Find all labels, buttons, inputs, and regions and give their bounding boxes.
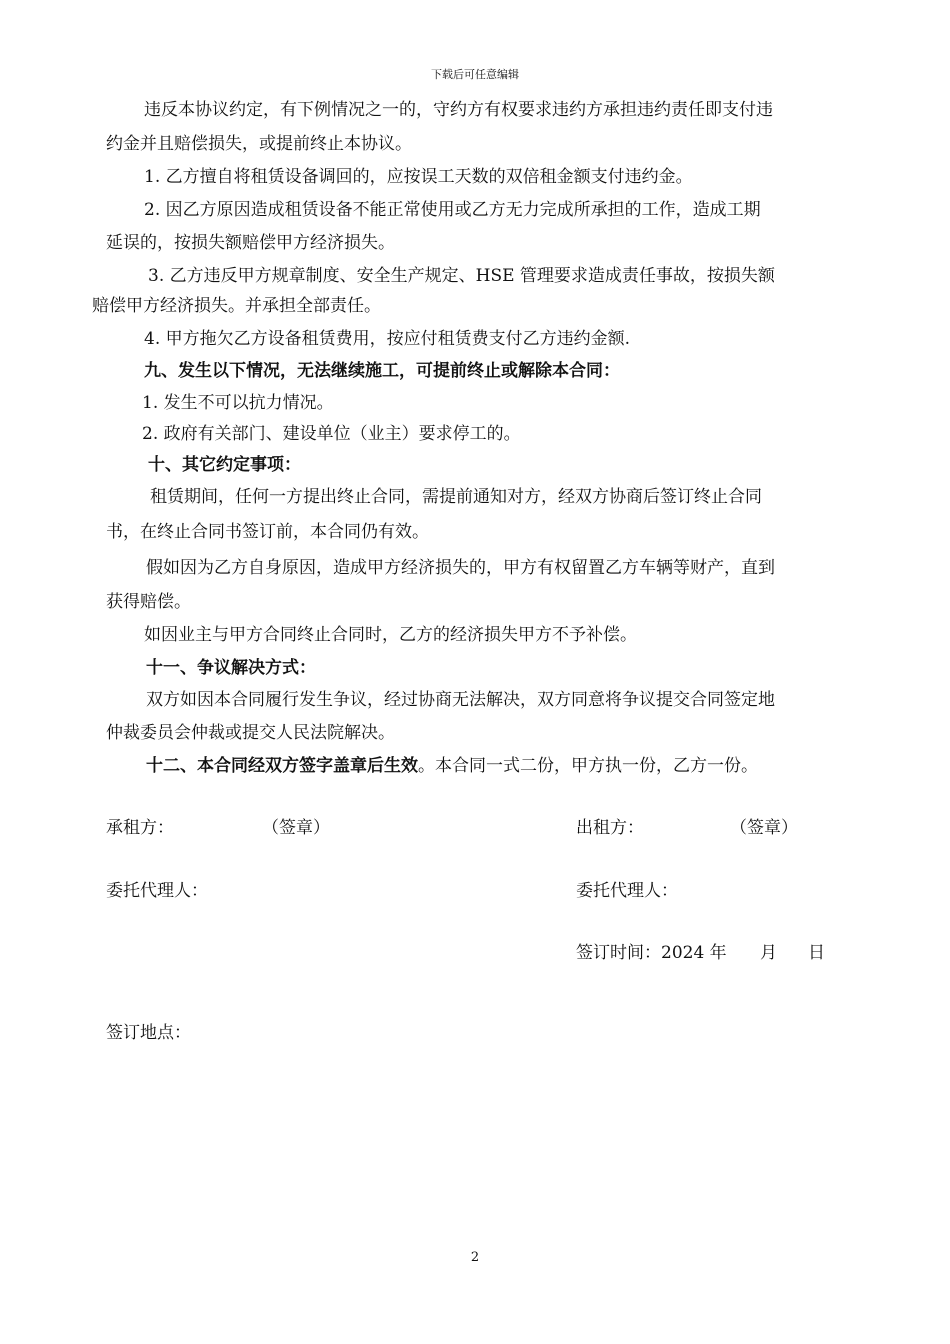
sign-date-label: 签订时间：2024 年 bbox=[576, 943, 727, 963]
list-item: 1. 发生不可以抗力情况。 bbox=[142, 393, 334, 413]
paragraph-line: 假如因为乙方自身原因，造成甲方经济损失的，甲方有权留置乙方车辆等财产，直到 bbox=[146, 558, 775, 578]
paragraph-line: 租赁期间，任何一方提出终止合同，需提前通知对方，经双方协商后签订终止合同 bbox=[150, 487, 762, 507]
paragraph-line: 如因业主与甲方合同终止合同时，乙方的经济损失甲方不予补偿。 bbox=[144, 625, 637, 645]
lessor-label: 出租方： bbox=[576, 818, 644, 838]
sign-place-label: 签订地点： bbox=[106, 1023, 191, 1043]
lessee-seal: （签章） bbox=[262, 818, 330, 838]
paragraph-line: 双方如因本合同履行发生争议，经过协商无法解决，双方同意将争议提交合同签定地 bbox=[146, 690, 775, 710]
paragraph-line: 仲裁委员会仲裁或提交人民法院解决。 bbox=[106, 723, 395, 743]
section-heading: 十二、本合同经双方签字盖章后生效 bbox=[146, 756, 418, 776]
paragraph-line: 赔偿甲方经济损失。并承担全部责任。 bbox=[92, 296, 381, 316]
agent-label-left: 委托代理人： bbox=[106, 881, 208, 901]
list-item: 1. 乙方擅自将租赁设备调回的，应按误工天数的双倍租金额支付违约金。 bbox=[144, 167, 693, 187]
paragraph-line: 约金并且赔偿损失，或提前终止本协议。 bbox=[106, 134, 412, 154]
list-item: 3. 乙方违反甲方规章制度、安全生产规定、HSE 管理要求造成责任事故，按损失额 bbox=[148, 266, 775, 286]
section-heading: 十一、争议解决方式： bbox=[146, 658, 316, 678]
section-heading: 九、发生以下情况，无法继续施工，可提前终止或解除本合同： bbox=[144, 361, 620, 381]
agent-label-right: 委托代理人： bbox=[576, 881, 678, 901]
paragraph-text: 。本合同一式二份，甲方执一份，乙方一份。 bbox=[418, 756, 758, 776]
section-heading-line bbox=[146, 756, 758, 776]
paragraph-line: 书，在终止合同书签订前，本合同仍有效。 bbox=[106, 522, 429, 542]
list-item: 4. 甲方拖欠乙方设备租赁费用，按应付租赁费支付乙方违约金额. bbox=[144, 329, 631, 349]
paragraph-line: 违反本协议约定，有下例情况之一的，守约方有权要求违约方承担违约责任即支付违 bbox=[144, 100, 773, 120]
lessee-label: 承租方： bbox=[106, 818, 174, 838]
list-item: 2. 因乙方原因造成租赁设备不能正常使用或乙方无力完成所承担的工作，造成工期 bbox=[144, 200, 761, 220]
paragraph-line: 获得赔偿。 bbox=[106, 592, 191, 612]
list-item: 2. 政府有关部门、建设单位（业主）要求停工的。 bbox=[142, 424, 521, 444]
section-heading: 十、其它约定事项： bbox=[148, 455, 301, 475]
paragraph-line: 延误的，按损失额赔偿甲方经济损失。 bbox=[106, 233, 395, 253]
page-number: 2 bbox=[470, 1250, 480, 1265]
lessor-seal: （签章） bbox=[730, 818, 798, 838]
page-header: 下载后可任意编辑 bbox=[431, 68, 519, 81]
sign-date-month: 月 bbox=[760, 943, 777, 963]
sign-date-day: 日 bbox=[808, 943, 825, 963]
